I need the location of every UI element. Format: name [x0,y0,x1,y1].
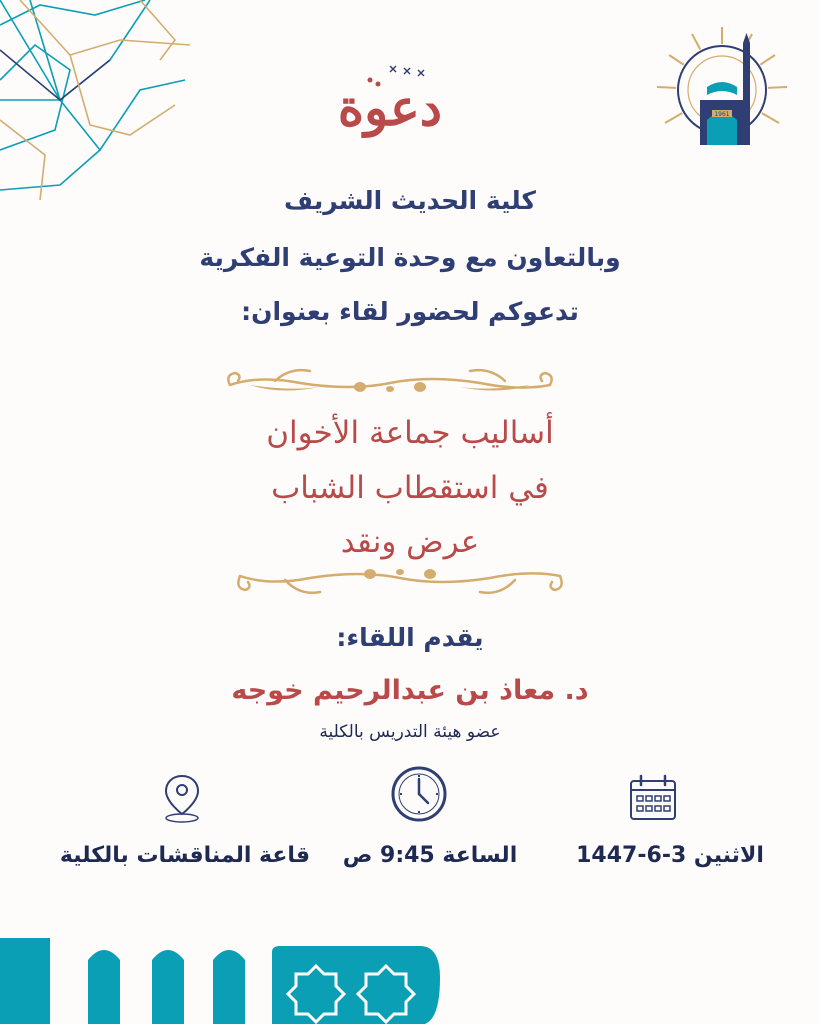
bottom-arch-decoration [0,938,460,1024]
location-pin-icon [158,772,206,826]
intro-line-2: وبالتعاون مع وحدة التوعية الفكرية [199,243,621,272]
geometric-pattern-decoration [0,0,200,200]
presenter-role: عضو هيئة التدريس بالكلية [319,722,501,742]
event-location: قاعة المناقشات بالكلية [59,843,311,868]
lecture-title-line-3: عرض ونقد [340,524,480,560]
lecture-title-line-2: في استقطاب الشباب [271,470,549,506]
university-seal-logo [655,25,790,155]
intro-line-1: كلية الحديث الشريف [284,186,536,215]
calligraphy-text: دعوة [337,78,443,137]
presenter-label: يقدم اللقاء: [336,623,484,652]
lecture-title-line-1: أساليب جماعة الأخوان [266,415,554,451]
presenter-name: د. معاذ بن عبدالرحيم خوجه [231,675,589,706]
gold-ornament-divider-top [220,365,560,400]
dawah-calligraphy-logo [330,60,450,155]
seal-year: 1961 [714,111,730,118]
calendar-icon [628,774,678,822]
event-time: الساعة 9:45 ص [342,843,518,868]
clock-icon [390,765,448,823]
gold-ornament-divider-bottom [230,560,570,600]
intro-line-3: تدعوكم لحضور لقاء بعنوان: [241,297,579,326]
event-date: الاثنين 3-6-1447 [576,843,764,868]
